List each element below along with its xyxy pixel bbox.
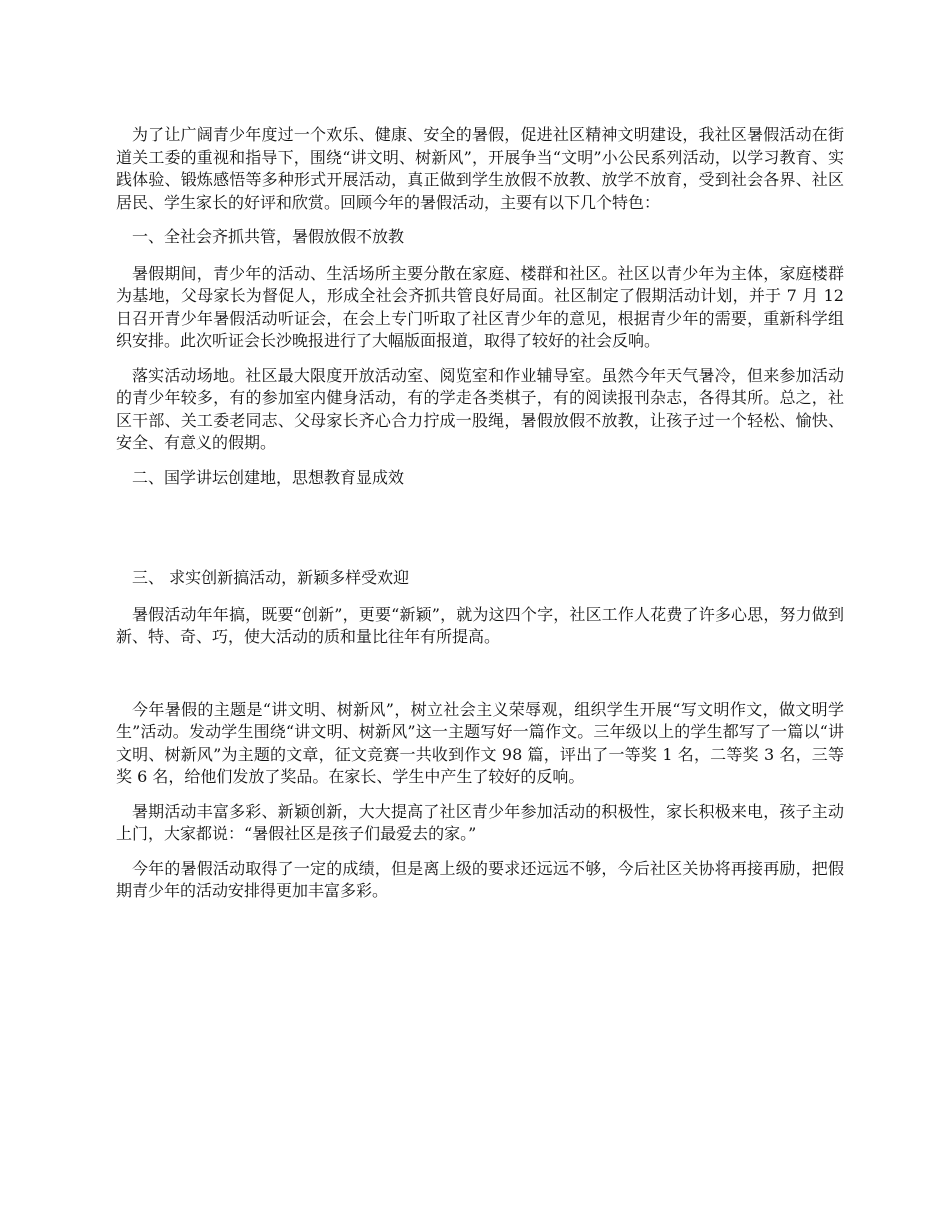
body-paragraph: 今年暑假的主题是“讲文明、树新风”，树立社会主义荣辱观，组织学生开展“写文明作文，做文明学生”活动。发动学生围绕“讲文明、树新风”这一主题写好一篇作文。三年级以上的学生都写了一篇以“讲文明、树新风”为主题的文章，征文竞赛一共收到作文 98 篇，评出了一等奖 1 名，二等奖 3 名，三等奖 6 名，给他们发放了奖品。在家长、学生中产生了较好的反响。 <box>116 699 844 786</box>
body-paragraph: 落实活动场地。社区最大限度开放活动室、阅览室和作业辅导室。虽然今年天气暑冷，但来参加活动的青少年较多，有的参加室内健身活动，有的学走各类棋子，有的阅读报刊杂志，各得其所。总之，社区干部、关工委老同志、父母家长齐心合力拧成一股绳，暑假放假不放教，让孩子过一个轻松、愉快、安全、有意义的假期。 <box>116 365 844 452</box>
intro-paragraph: 为了让广阔青少年度过一个欢乐、健康、安全的暑假，促进社区精神文明建设，我社区暑假活动在街道关工委的重视和指导下，围绕“讲文明、树新风”，开展争当“文明”小公民系列活动，以学习教育、实践体验、锻炼感悟等多种形式开展活动，真正做到学生放假不放教、放学不放育，受到社会各界、社区居民、学生家长的好评和欣赏。回顾今年的暑假活动，主要有以下几个特色： <box>116 125 844 212</box>
body-paragraph: 暑假活动年年搞，既要“创新”，更要“新颖”，就为这四个字，社区工作人花费了许多心思，努力做到新、特、奇、巧，使大活动的质和量比往年有所提高。 <box>116 604 844 646</box>
body-paragraph: 暑假期间，青少年的活动、生活场所主要分散在家庭、楼群和社区。社区以青少年为主体，家庭楼群为基地，父母家长为督促人，形成全社会齐抓共管良好局面。社区制定了假期活动计划，并于 7 月 12 日召开青少年暑假活动听证会，在会上专门听取了社区青少年的意见，根据青少年的需要，重新科学组织安排。此次听证会长沙晚报进行了大幅版面报道，取得了较好的社会反响。 <box>116 263 844 350</box>
closing-paragraph: 今年的暑假活动取得了一定的成绩，但是离上级的要求还远远不够，今后社区关协将再接再励，把假期青少年的活动安排得更加丰富多彩。 <box>116 858 844 900</box>
body-paragraph: 暑期活动丰富多彩、新颖创新，大大提高了社区青少年参加活动的积极性，家长积极来电，孩子主动上门，大家都说：“暑假社区是孩子们最爱去的家。” <box>116 801 844 843</box>
blank-space <box>116 661 844 699</box>
section-heading-2: 二、国学讲坛创建地，思想教育显成效 <box>132 467 405 487</box>
document-body <box>116 124 844 915</box>
section-heading-1: 一、全社会齐抓共管，暑假放假不放教 <box>132 227 405 246</box>
section-heading-3: 三、 求实创新搞活动，新颖多样受欢迎 <box>132 568 410 587</box>
blank-space <box>116 503 844 567</box>
